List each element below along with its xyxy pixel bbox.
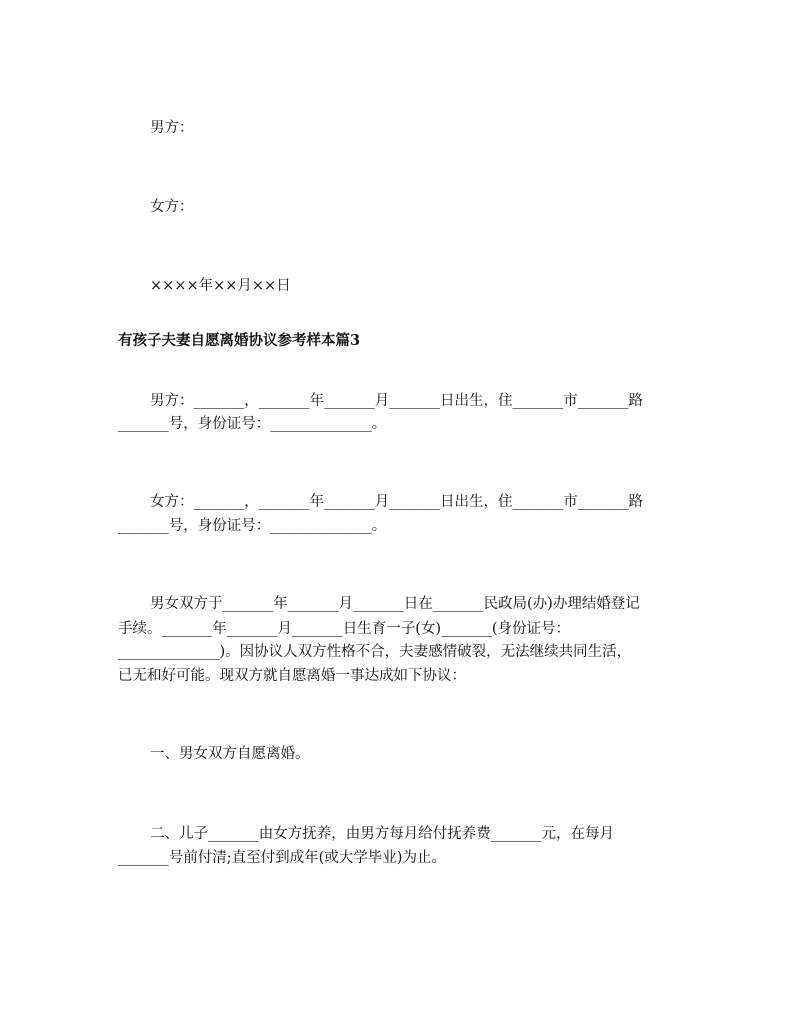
background-line-1: 男女双方于_______年_______月_______日在_______民政局(办)办理结婚登记 [150,596,640,612]
clause-1-line-1: 一、男女双方自愿离婚。 [150,746,310,762]
background-line-4: 已无和好可能。现双方就自愿离婚一事达成如下协议： [118,668,466,684]
male-party-line-2: _______号，身份证号：______________。 [118,416,387,432]
background-line-3: ______________)。因协议人双方性格不合，夫妻感情破裂，无法继续共同生活， [118,644,632,660]
male-party-line-1: 男方：_______，_______年_______月_______日出生，住_______市_______路 [150,393,643,409]
background-line-2: 手续。_______年_______月_______日生育一子(女)_______(身份证号： [118,621,570,637]
signature-male-label: 男方： [150,120,194,136]
section-title: 有孩子夫妻自愿离婚协议参考样本篇3 [118,332,361,349]
clause-2-line-1: 二、儿子_______由女方抚养，由男方每月给付抚养费_______元，在每月 [150,826,614,842]
clause-2-line-2: _______号前付清;直至付到成年(或大学毕业)为止。 [118,850,446,866]
signature-date-line: ××××年××月××日 [150,278,291,294]
signature-female-label: 女方： [150,199,194,215]
female-party-line-2: _______号，身份证号：______________。 [118,518,387,534]
female-party-line-1: 女方：_______，_______年_______月_______日出生，住_______市_______路 [150,494,643,510]
